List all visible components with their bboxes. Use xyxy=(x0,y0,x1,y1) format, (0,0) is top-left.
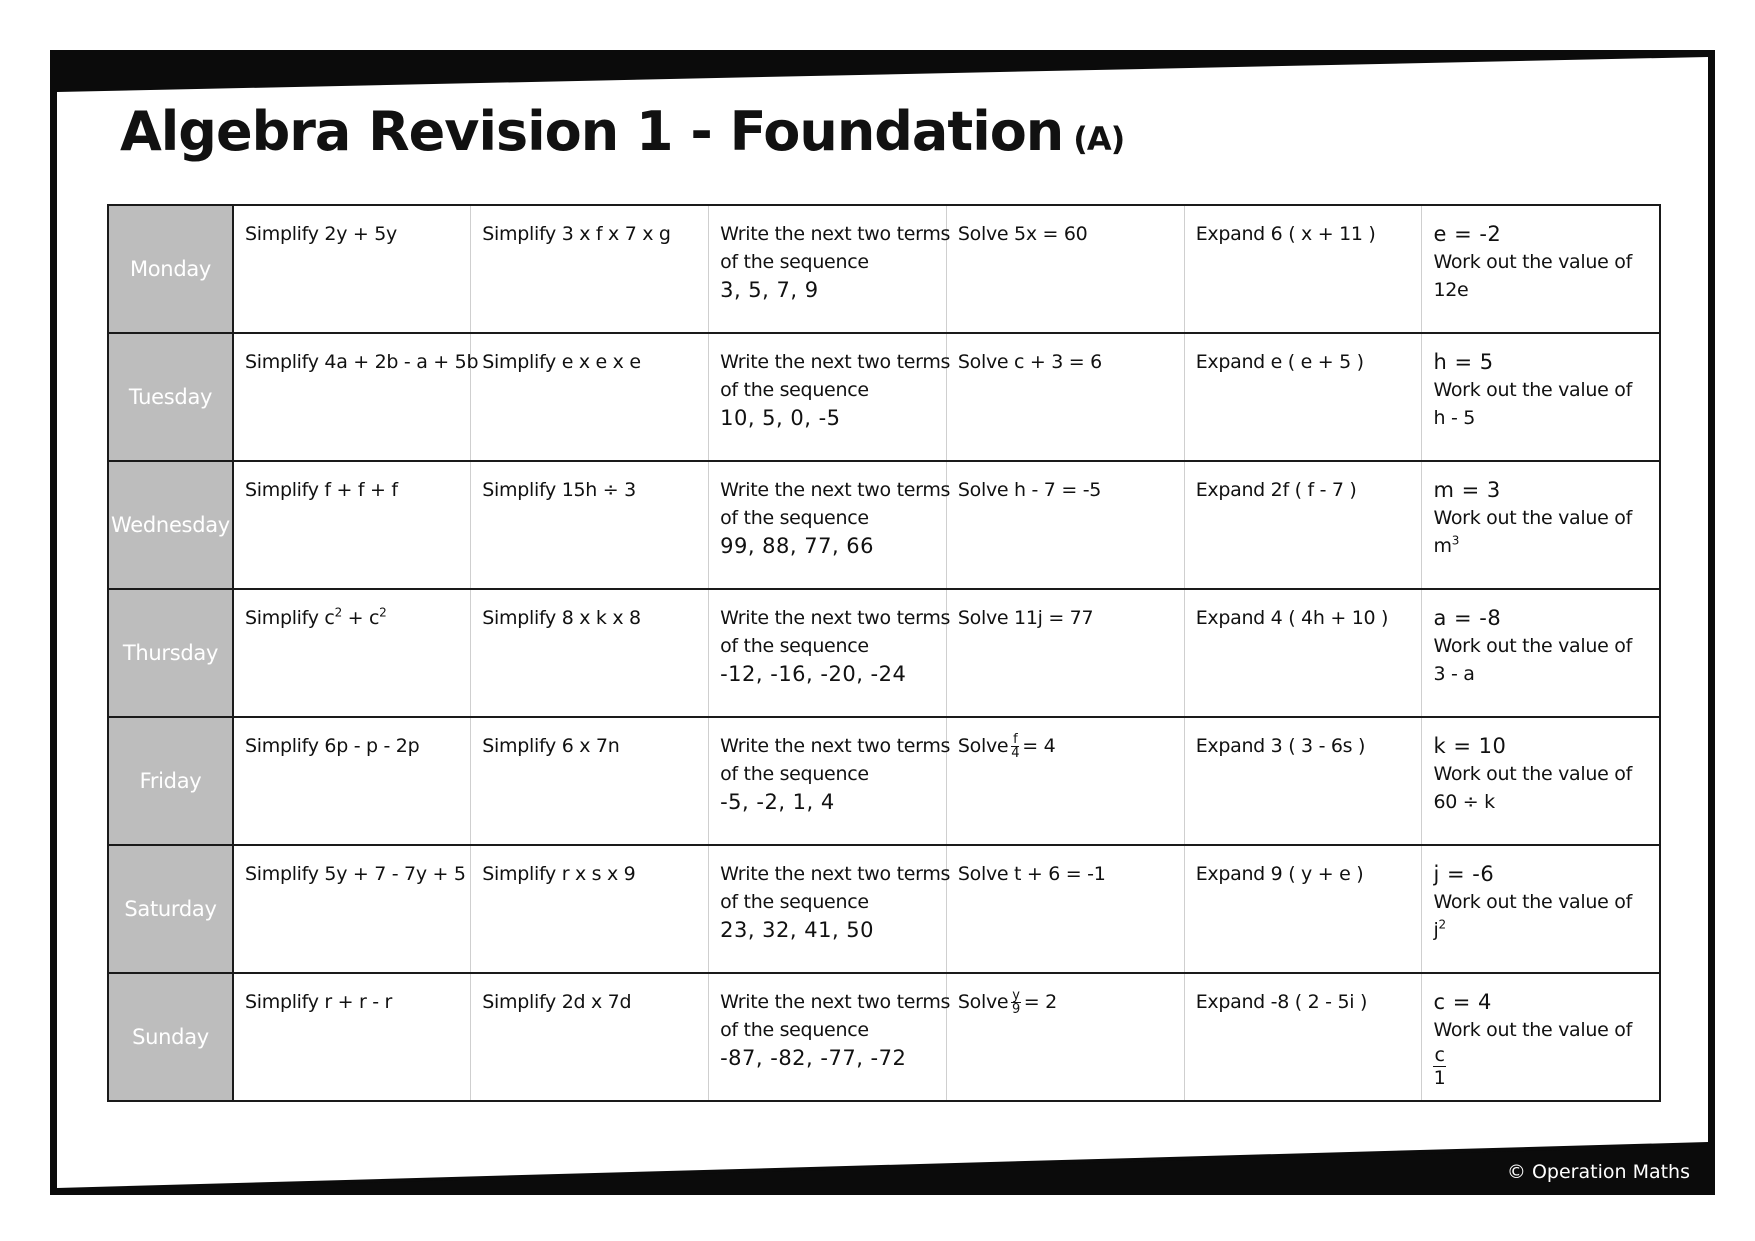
simplify-cell xyxy=(233,461,471,589)
question-text: Solve c + 3 = 6 xyxy=(957,351,1102,373)
solve-suffix: = 2 xyxy=(1023,991,1057,1013)
substitution-expression: 3 - a xyxy=(1433,663,1475,685)
expression-base: m xyxy=(1433,535,1452,557)
fraction xyxy=(1011,733,1019,760)
sequence-instruction: of the sequence xyxy=(720,635,869,657)
solve-cell xyxy=(946,973,1184,1101)
sequence-instruction: of the sequence xyxy=(720,379,869,401)
fraction-numerator: c xyxy=(1434,1044,1445,1066)
table-row xyxy=(108,717,1660,845)
table-row xyxy=(108,461,1660,589)
day-label: Tuesday xyxy=(108,333,233,461)
substitution-instruction: Work out the value of xyxy=(1433,507,1632,529)
sequence-instruction: Write the next two terms xyxy=(720,607,951,629)
question-text: Simplify r x s x 9 xyxy=(482,863,636,885)
question-text: Expand -8 ( 2 - 5i ) xyxy=(1195,991,1368,1013)
question-text: Simplify 6 x 7n xyxy=(482,735,620,757)
question-text: Simplify 15h ÷ 3 xyxy=(482,479,636,501)
table-row xyxy=(108,333,1660,461)
substitution-cell xyxy=(1422,589,1660,717)
day-label: Saturday xyxy=(108,845,233,973)
sequence-instruction: Write the next two terms xyxy=(720,863,951,885)
question-text: Simplify 6p - p - 2p xyxy=(245,735,420,757)
fraction xyxy=(1011,989,1020,1016)
question-text: Simplify r + r - r xyxy=(245,991,393,1013)
fraction-denominator: 1 xyxy=(1433,1067,1446,1089)
simplify-product-cell xyxy=(471,717,709,845)
substitution-cell xyxy=(1422,845,1660,973)
simplify-product-cell xyxy=(471,333,709,461)
given-value: c = 4 xyxy=(1433,990,1492,1014)
sequence-cell xyxy=(709,589,951,717)
question-text: Solve h - 7 = -5 xyxy=(957,479,1102,501)
question-text: Simplify 3 x f x 7 x g xyxy=(482,223,671,245)
sequence-instruction: of the sequence xyxy=(720,251,869,273)
question-text: Simplify 2y + 5y xyxy=(245,223,397,245)
title-text: Algebra Revision 1 - Foundation xyxy=(120,100,1064,163)
question-text: Expand 6 ( x + 11 ) xyxy=(1195,223,1376,245)
substitution-fraction xyxy=(1433,1044,1445,1089)
expression-exponent: 3 xyxy=(1451,533,1460,548)
substitution-instruction: Work out the value of xyxy=(1433,251,1632,273)
substitution-instruction: Work out the value of xyxy=(1433,891,1632,913)
solve-prefix: Solve xyxy=(957,735,1009,757)
sequence-instruction: Write the next two terms xyxy=(720,351,951,373)
question-text: Simplify 2d x 7d xyxy=(482,991,632,1013)
solve-suffix: = 4 xyxy=(1022,735,1056,757)
solve-cell xyxy=(946,461,1184,589)
question-text xyxy=(958,732,1174,760)
revision-grid xyxy=(107,204,1661,1102)
substitution-instruction: Work out the value of xyxy=(1433,1019,1632,1041)
copyright-icon: © xyxy=(1506,1161,1526,1183)
table-row xyxy=(108,845,1660,973)
day-label: Monday xyxy=(108,205,233,333)
substitution-expression: h - 5 xyxy=(1433,407,1476,429)
expand-cell xyxy=(1184,589,1422,717)
sequence-values: 99, 88, 77, 66 xyxy=(720,534,875,558)
sequence-cell xyxy=(709,717,951,845)
sequence-instruction: Write the next two terms xyxy=(720,223,951,245)
given-value: j = -6 xyxy=(1433,862,1495,886)
sequence-instruction: Write the next two terms xyxy=(720,991,951,1013)
day-label: Friday xyxy=(108,717,233,845)
simplify-cell xyxy=(233,333,479,461)
fraction-denominator: 4 xyxy=(1011,746,1020,761)
question-text: Expand e ( e + 5 ) xyxy=(1195,351,1364,373)
substitution-cell xyxy=(1422,333,1660,461)
question-text: Simplify 5y + 7 - 7y + 5 xyxy=(245,863,466,885)
sequence-instruction: of the sequence xyxy=(720,1019,869,1041)
sequence-cell xyxy=(709,205,951,333)
expand-cell xyxy=(1184,845,1422,973)
substitution-cell xyxy=(1422,717,1660,845)
question-text: Solve 11j = 77 xyxy=(957,607,1094,629)
simplify-cell xyxy=(233,717,471,845)
sequence-instruction: Write the next two terms xyxy=(720,479,951,501)
sequence-values: -87, -82, -77, -72 xyxy=(720,1046,907,1070)
solve-cell xyxy=(946,205,1184,333)
expand-cell xyxy=(1184,717,1422,845)
day-label: Sunday xyxy=(108,973,233,1101)
question-text: Expand 4 ( 4h + 10 ) xyxy=(1195,607,1389,629)
question-text xyxy=(245,604,460,632)
simplify-product-cell xyxy=(471,589,709,717)
sequence-values: 23, 32, 41, 50 xyxy=(720,918,875,942)
sequence-values: -12, -16, -20, -24 xyxy=(720,662,907,686)
solve-cell xyxy=(946,717,1184,845)
question-text: Simplify e x e x e xyxy=(482,351,641,373)
term-base: + c xyxy=(341,607,380,629)
question-text: Simplify 8 x k x 8 xyxy=(482,607,641,629)
question-text: Solve 5x = 60 xyxy=(957,223,1088,245)
question-text: Expand 9 ( y + e ) xyxy=(1195,863,1364,885)
expand-cell xyxy=(1184,333,1422,461)
given-value: m = 3 xyxy=(1433,478,1501,502)
day-label: Wednesday xyxy=(108,461,233,589)
simplify-product-cell xyxy=(471,461,709,589)
fraction-numerator: y xyxy=(1012,988,1020,1003)
given-value: k = 10 xyxy=(1433,734,1507,758)
copyright-notice xyxy=(1507,1161,1690,1183)
expand-cell xyxy=(1184,205,1422,333)
sequence-values: 10, 5, 0, -5 xyxy=(720,406,841,430)
substitution-instruction: Work out the value of xyxy=(1433,635,1632,657)
sequence-cell xyxy=(709,461,951,589)
substitution-cell xyxy=(1422,205,1660,333)
expand-cell xyxy=(1184,973,1422,1101)
question-text: Solve t + 6 = -1 xyxy=(957,863,1106,885)
expression-exponent: 2 xyxy=(1438,917,1446,932)
sequence-instruction: of the sequence xyxy=(720,507,869,529)
term-exponent: 2 xyxy=(334,605,342,620)
substitution-expression xyxy=(1433,532,1648,560)
solve-cell xyxy=(946,589,1184,717)
term-base: Simplify c xyxy=(245,607,335,629)
solve-prefix: Solve xyxy=(957,991,1009,1013)
substitution-instruction: Work out the value of xyxy=(1433,763,1632,785)
given-value: h = 5 xyxy=(1433,350,1494,374)
substitution-expression: 12e xyxy=(1433,279,1469,301)
substitution-cell xyxy=(1422,461,1660,589)
simplify-cell xyxy=(233,845,471,973)
sequence-instruction: Write the next two terms xyxy=(720,735,951,757)
question-text: Simplify 4a + 2b - a + 5b xyxy=(245,351,479,373)
substitution-instruction: Work out the value of xyxy=(1433,379,1632,401)
term-exponent: 2 xyxy=(379,605,387,620)
table-row xyxy=(108,973,1660,1101)
substitution-expression xyxy=(1433,916,1648,944)
table-row xyxy=(108,205,1660,333)
simplify-product-cell xyxy=(471,845,709,973)
table-row xyxy=(108,589,1660,717)
sequence-values: 3, 5, 7, 9 xyxy=(720,278,819,302)
simplify-cell xyxy=(233,973,471,1101)
sequence-values: -5, -2, 1, 4 xyxy=(720,790,835,814)
expression-base: j xyxy=(1433,919,1439,941)
title-version: (A) xyxy=(1073,120,1125,158)
expand-cell xyxy=(1184,461,1422,589)
sequence-instruction: of the sequence xyxy=(720,891,869,913)
day-label: Thursday xyxy=(108,589,233,717)
fraction-denominator: 9 xyxy=(1012,1002,1020,1017)
given-value: a = -8 xyxy=(1433,606,1502,630)
question-text: Simplify f + f + f xyxy=(245,479,398,501)
copyright-text: Operation Maths xyxy=(1531,1161,1690,1183)
solve-cell xyxy=(946,333,1184,461)
substitution-cell xyxy=(1422,973,1660,1101)
solve-cell xyxy=(946,845,1184,973)
substitution-expression: 60 ÷ k xyxy=(1433,791,1495,813)
simplify-cell xyxy=(233,205,471,333)
fraction-numerator: f xyxy=(1013,732,1018,747)
given-value: e = -2 xyxy=(1433,222,1502,246)
sequence-instruction: of the sequence xyxy=(720,763,869,785)
question-text: Expand 2f ( f - 7 ) xyxy=(1195,479,1357,501)
question-text: Expand 3 ( 3 - 6s ) xyxy=(1195,735,1366,757)
sequence-cell xyxy=(709,973,951,1101)
sequence-cell xyxy=(709,845,951,973)
simplify-cell xyxy=(233,589,471,717)
sequence-cell xyxy=(709,333,951,461)
simplify-product-cell xyxy=(471,973,709,1101)
question-text xyxy=(958,988,1174,1016)
worksheet-title xyxy=(120,100,1124,163)
simplify-product-cell xyxy=(471,205,709,333)
